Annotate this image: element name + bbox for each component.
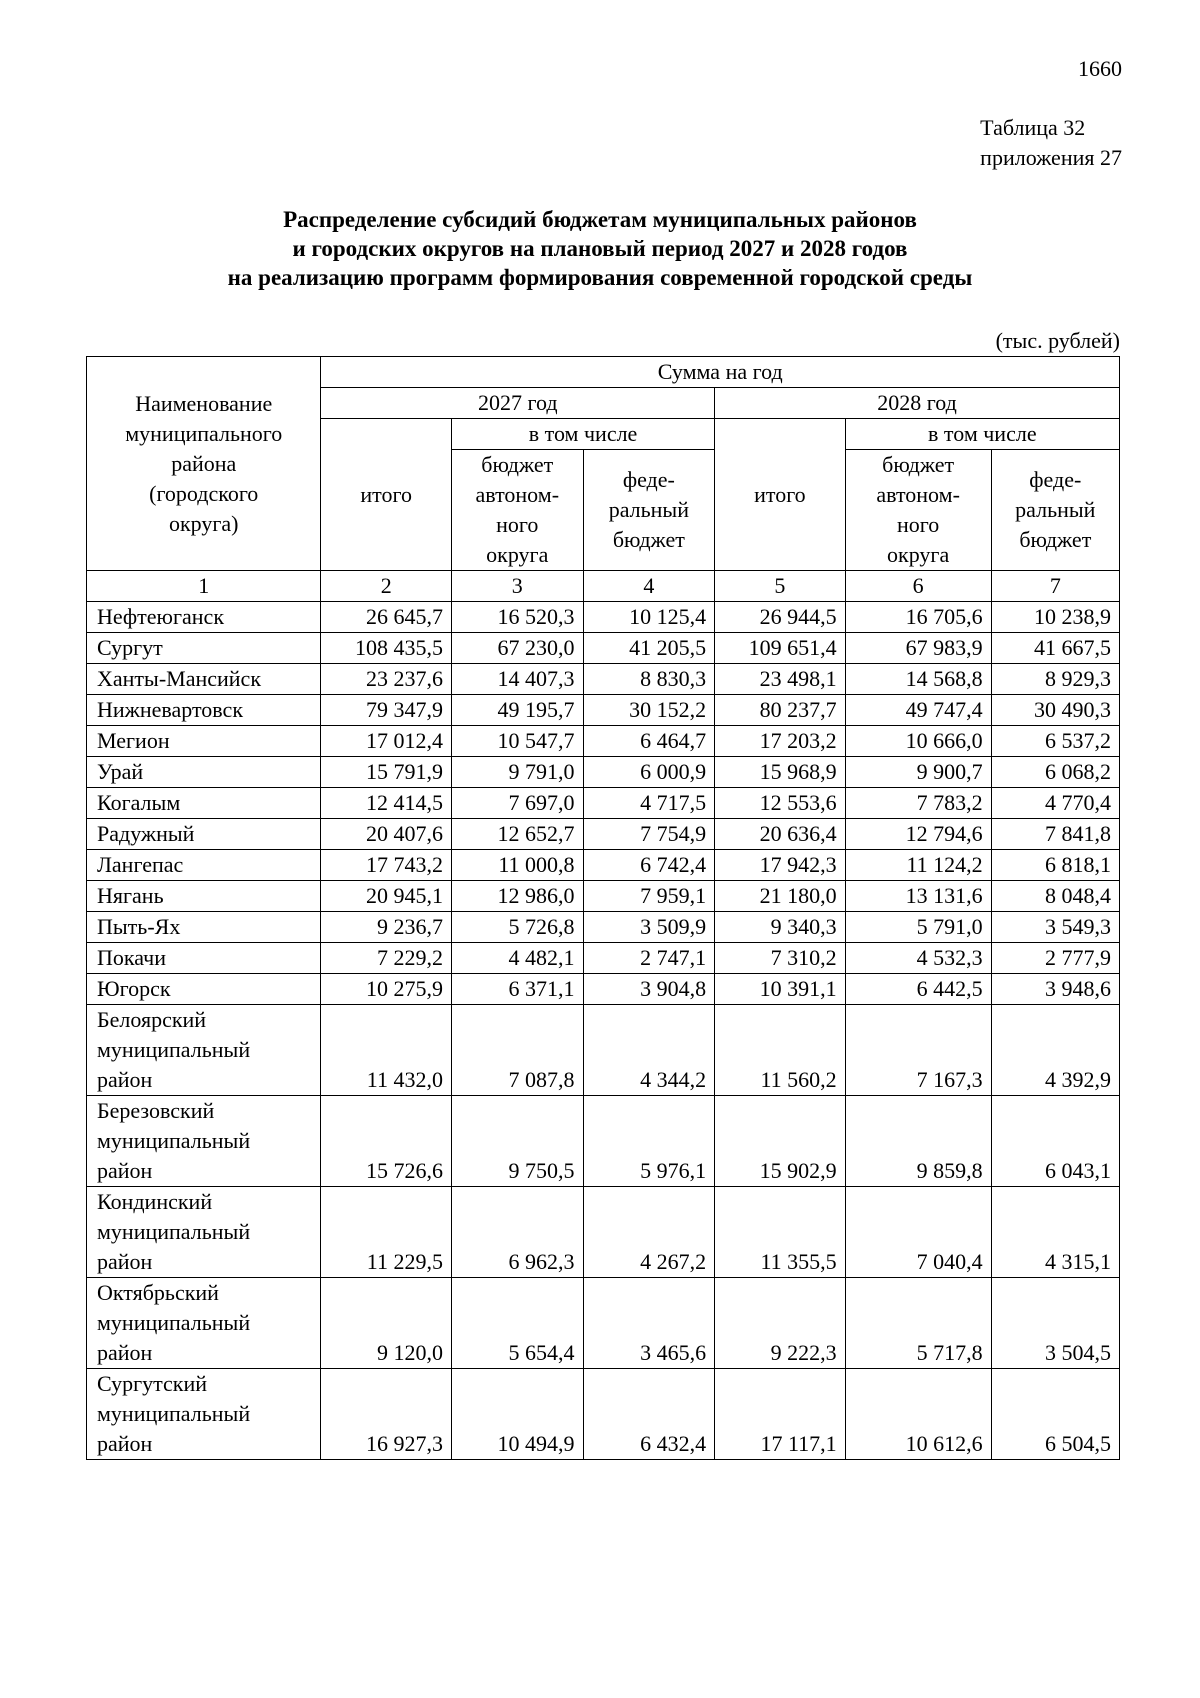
- value-cell: 6 432,4: [583, 1369, 715, 1460]
- value-cell: 3 549,3: [991, 912, 1119, 943]
- municipality-name-line: Нижневартовск: [97, 697, 244, 722]
- municipality-name-line: Югорск: [97, 976, 171, 1001]
- municipality-name: [87, 850, 321, 881]
- value-cell: 9 859,8: [845, 1096, 991, 1187]
- value-cell: 7 310,2: [715, 943, 846, 974]
- value-cell: 6 818,1: [991, 850, 1119, 881]
- header-fed-line: ральный: [1015, 497, 1096, 522]
- municipality-name-line: муниципальный: [97, 1310, 251, 1335]
- value-cell: 17 117,1: [715, 1369, 846, 1460]
- value-cell: 6 504,5: [991, 1369, 1119, 1460]
- value-cell: 17 743,2: [321, 850, 452, 881]
- value-cell: 12 553,6: [715, 788, 846, 819]
- subsidy-table: [86, 356, 1120, 1460]
- table-row: [87, 788, 1120, 819]
- value-cell: 67 983,9: [845, 633, 991, 664]
- municipality-name-line: Урай: [97, 759, 144, 784]
- municipality-name-line: Радужный: [97, 821, 195, 846]
- value-cell: 12 414,5: [321, 788, 452, 819]
- municipality-name: [87, 695, 321, 726]
- value-cell: 23 237,6: [321, 664, 452, 695]
- municipality-name-line: Покачи: [97, 945, 166, 970]
- value-cell: 5 976,1: [583, 1096, 715, 1187]
- column-number: 2: [321, 571, 452, 602]
- header-name-line: района: [171, 450, 237, 476]
- header-ao-line: бюджет: [481, 452, 554, 477]
- value-cell: 11 432,0: [321, 1005, 452, 1096]
- municipality-name-line: муниципальный: [97, 1037, 251, 1062]
- value-cell: 2 747,1: [583, 943, 715, 974]
- header-ao-line: округа: [887, 542, 950, 567]
- municipality-name: [87, 664, 321, 695]
- municipality-name: [87, 1278, 321, 1369]
- value-cell: 15 968,9: [715, 757, 846, 788]
- value-cell: 3 509,9: [583, 912, 715, 943]
- value-cell: 6 962,3: [451, 1187, 583, 1278]
- value-cell: 9 750,5: [451, 1096, 583, 1187]
- municipality-name-line: Пыть-Ях: [97, 914, 181, 939]
- table-row: [87, 726, 1120, 757]
- value-cell: 6 464,7: [583, 726, 715, 757]
- value-cell: 6 068,2: [991, 757, 1119, 788]
- column-number-row: [87, 571, 1120, 602]
- municipality-name: [87, 1369, 321, 1460]
- value-cell: 41 667,5: [991, 633, 1119, 664]
- value-cell: 109 651,4: [715, 633, 846, 664]
- value-cell: 79 347,9: [321, 695, 452, 726]
- header-fed-line: феде-: [1029, 467, 1082, 492]
- header-fed-line: феде-: [622, 467, 675, 492]
- value-cell: 5 717,8: [845, 1278, 991, 1369]
- value-cell: 5 791,0: [845, 912, 991, 943]
- value-cell: 9 900,7: [845, 757, 991, 788]
- value-cell: 17 942,3: [715, 850, 846, 881]
- value-cell: 10 238,9: [991, 602, 1119, 633]
- value-cell: 6 371,1: [451, 974, 583, 1005]
- header-ao-line: автоном-: [475, 482, 560, 507]
- value-cell: 2 777,9: [991, 943, 1119, 974]
- value-cell: 4 392,9: [991, 1005, 1119, 1096]
- header-ao-line: округа: [486, 542, 549, 567]
- value-cell: 7 754,9: [583, 819, 715, 850]
- header-including-2028: в том числе: [845, 419, 1119, 450]
- municipality-name: [87, 881, 321, 912]
- value-cell: 4 315,1: [991, 1187, 1119, 1278]
- municipality-name-line: район: [97, 1249, 153, 1274]
- value-cell: 6 742,4: [583, 850, 715, 881]
- municipality-name-line: район: [97, 1067, 153, 1092]
- table-reference: [980, 113, 1122, 173]
- municipality-name: [87, 974, 321, 1005]
- municipality-name: [87, 912, 321, 943]
- page-number: 1660: [1078, 56, 1122, 81]
- value-cell: 5 726,8: [451, 912, 583, 943]
- header-federal-budget-2028: [991, 450, 1119, 571]
- table-row: [87, 695, 1120, 726]
- document-title: [0, 205, 1200, 292]
- table-reference-line-1: Таблица 32: [980, 115, 1086, 140]
- header-fed-line: ральный: [608, 497, 689, 522]
- value-cell: 67 230,0: [451, 633, 583, 664]
- header-ao-budget-2028: [845, 450, 991, 571]
- value-cell: 108 435,5: [321, 633, 452, 664]
- value-cell: 15 902,9: [715, 1096, 846, 1187]
- value-cell: 16 520,3: [451, 602, 583, 633]
- table-row: [87, 664, 1120, 695]
- value-cell: 26 944,5: [715, 602, 846, 633]
- value-cell: 26 645,7: [321, 602, 452, 633]
- value-cell: 16 705,6: [845, 602, 991, 633]
- value-cell: 11 355,5: [715, 1187, 846, 1278]
- column-number: 5: [715, 571, 846, 602]
- value-cell: 4 770,4: [991, 788, 1119, 819]
- value-cell: 21 180,0: [715, 881, 846, 912]
- municipality-name-line: Белоярский: [97, 1007, 207, 1032]
- table-row: [87, 1096, 1120, 1187]
- table-row: [87, 602, 1120, 633]
- value-cell: 7 959,1: [583, 881, 715, 912]
- value-cell: 7 841,8: [991, 819, 1119, 850]
- table-row: [87, 850, 1120, 881]
- value-cell: 9 222,3: [715, 1278, 846, 1369]
- value-cell: 17 203,2: [715, 726, 846, 757]
- header-name-line: Наименование: [135, 390, 273, 416]
- header-sum-per-year: Сумма на год: [321, 357, 1120, 388]
- header-ao-line: ного: [496, 512, 539, 537]
- table-row: [87, 1187, 1120, 1278]
- value-cell: 4 267,2: [583, 1187, 715, 1278]
- value-cell: 10 125,4: [583, 602, 715, 633]
- units-label: (тыс. рублей): [995, 328, 1120, 353]
- value-cell: 9 791,0: [451, 757, 583, 788]
- municipality-name: [87, 726, 321, 757]
- municipality-name: [87, 943, 321, 974]
- value-cell: 7 697,0: [451, 788, 583, 819]
- municipality-name-line: район: [97, 1431, 153, 1456]
- value-cell: 13 131,6: [845, 881, 991, 912]
- table-reference-line-2: приложения 27: [980, 145, 1122, 170]
- value-cell: 9 236,7: [321, 912, 452, 943]
- municipality-name-line: район: [97, 1340, 153, 1365]
- table-row: [87, 1005, 1120, 1096]
- table-row: [87, 943, 1120, 974]
- value-cell: 9 340,3: [715, 912, 846, 943]
- header-name-line: округа): [168, 510, 239, 536]
- header-name-line: муниципального: [125, 420, 283, 446]
- value-cell: 4 532,3: [845, 943, 991, 974]
- value-cell: 49 195,7: [451, 695, 583, 726]
- value-cell: 3 904,8: [583, 974, 715, 1005]
- column-number: 6: [845, 571, 991, 602]
- header-ao-line: ного: [897, 512, 940, 537]
- value-cell: 7 167,3: [845, 1005, 991, 1096]
- table-row: [87, 819, 1120, 850]
- header-total-2027: итого: [321, 419, 452, 571]
- value-cell: 20 636,4: [715, 819, 846, 850]
- header-fed-line: бюджет: [612, 527, 685, 552]
- value-cell: 10 391,1: [715, 974, 846, 1005]
- value-cell: 4 344,2: [583, 1005, 715, 1096]
- header-federal-budget-2027: [583, 450, 715, 571]
- value-cell: 20 407,6: [321, 819, 452, 850]
- value-cell: 11 124,2: [845, 850, 991, 881]
- value-cell: 5 654,4: [451, 1278, 583, 1369]
- value-cell: 6 537,2: [991, 726, 1119, 757]
- table-row: [87, 633, 1120, 664]
- municipality-name: [87, 757, 321, 788]
- municipality-name-line: муниципальный: [97, 1401, 251, 1426]
- title-line-3: на реализацию программ формирования современной городской среды: [227, 265, 973, 290]
- value-cell: 10 547,7: [451, 726, 583, 757]
- value-cell: 12 652,7: [451, 819, 583, 850]
- value-cell: 3 948,6: [991, 974, 1119, 1005]
- column-number: 4: [583, 571, 715, 602]
- value-cell: 10 494,9: [451, 1369, 583, 1460]
- municipality-name: [87, 633, 321, 664]
- municipality-name-line: Мегион: [97, 728, 170, 753]
- header-year-2027: 2027 год: [321, 388, 715, 419]
- table-row: [87, 974, 1120, 1005]
- municipality-name-line: муниципальный: [97, 1128, 251, 1153]
- value-cell: 30 490,3: [991, 695, 1119, 726]
- municipality-name-line: Сургут: [97, 635, 163, 660]
- table-row: [87, 1278, 1120, 1369]
- value-cell: 6 442,5: [845, 974, 991, 1005]
- municipality-name-line: Нефтеюганск: [97, 604, 225, 629]
- municipality-name-line: Когалым: [97, 790, 181, 815]
- municipality-name-line: Нягань: [97, 883, 164, 908]
- municipality-name: [87, 1005, 321, 1096]
- value-cell: 4 482,1: [451, 943, 583, 974]
- value-cell: 8 048,4: [991, 881, 1119, 912]
- value-cell: 7 040,4: [845, 1187, 991, 1278]
- value-cell: 41 205,5: [583, 633, 715, 664]
- municipality-name-line: Ханты-Мансийск: [97, 666, 262, 691]
- value-cell: 20 945,1: [321, 881, 452, 912]
- municipality-name: [87, 1096, 321, 1187]
- table-row: [87, 881, 1120, 912]
- municipality-name: [87, 788, 321, 819]
- value-cell: 14 407,3: [451, 664, 583, 695]
- municipality-name: [87, 1187, 321, 1278]
- value-cell: 11 229,5: [321, 1187, 452, 1278]
- value-cell: 15 791,9: [321, 757, 452, 788]
- value-cell: 7 229,2: [321, 943, 452, 974]
- title-line-2: и городских округов на плановый период 2027 и 2028 годов: [292, 236, 908, 261]
- header-fed-line: бюджет: [1019, 527, 1092, 552]
- value-cell: 11 560,2: [715, 1005, 846, 1096]
- column-number: 3: [451, 571, 583, 602]
- header-ao-line: автоном-: [876, 482, 960, 507]
- header-ao-budget-2027: [451, 450, 583, 571]
- value-cell: 10 275,9: [321, 974, 452, 1005]
- table-row: [87, 912, 1120, 943]
- column-number: 7: [991, 571, 1119, 602]
- value-cell: 8 929,3: [991, 664, 1119, 695]
- value-cell: 12 794,6: [845, 819, 991, 850]
- municipality-name-line: муниципальный: [97, 1219, 251, 1244]
- value-cell: 8 830,3: [583, 664, 715, 695]
- value-cell: 17 012,4: [321, 726, 452, 757]
- value-cell: 15 726,6: [321, 1096, 452, 1187]
- header-year-2028: 2028 год: [715, 388, 1120, 419]
- value-cell: 3 465,6: [583, 1278, 715, 1369]
- value-cell: 4 717,5: [583, 788, 715, 819]
- value-cell: 14 568,8: [845, 664, 991, 695]
- header-total-2028: итого: [715, 419, 846, 571]
- value-cell: 6 043,1: [991, 1096, 1119, 1187]
- value-cell: 10 666,0: [845, 726, 991, 757]
- value-cell: 49 747,4: [845, 695, 991, 726]
- municipality-name-line: район: [97, 1158, 153, 1183]
- value-cell: 3 504,5: [991, 1278, 1119, 1369]
- header-name-line: (городского: [149, 480, 259, 506]
- value-cell: 12 986,0: [451, 881, 583, 912]
- header-name-column: [87, 357, 321, 571]
- table-row: [87, 757, 1120, 788]
- municipality-name: [87, 602, 321, 633]
- value-cell: 10 612,6: [845, 1369, 991, 1460]
- value-cell: 7 783,2: [845, 788, 991, 819]
- municipality-name-line: Октябрьский: [97, 1280, 219, 1305]
- municipality-name: [87, 819, 321, 850]
- value-cell: 7 087,8: [451, 1005, 583, 1096]
- value-cell: 11 000,8: [451, 850, 583, 881]
- value-cell: 30 152,2: [583, 695, 715, 726]
- title-line-1: Распределение субсидий бюджетам муниципальных районов: [283, 207, 917, 232]
- municipality-name-line: Лангепас: [97, 852, 184, 877]
- column-number: 1: [87, 571, 321, 602]
- header-ao-line: бюджет: [882, 452, 955, 477]
- value-cell: 9 120,0: [321, 1278, 452, 1369]
- table-row: [87, 1369, 1120, 1460]
- header-including-2027: в том числе: [451, 419, 714, 450]
- value-cell: 80 237,7: [715, 695, 846, 726]
- municipality-name-line: Кондинский: [97, 1189, 213, 1214]
- value-cell: 6 000,9: [583, 757, 715, 788]
- value-cell: 23 498,1: [715, 664, 846, 695]
- municipality-name-line: Березовский: [97, 1098, 215, 1123]
- value-cell: 16 927,3: [321, 1369, 452, 1460]
- municipality-name-line: Сургутский: [97, 1371, 208, 1396]
